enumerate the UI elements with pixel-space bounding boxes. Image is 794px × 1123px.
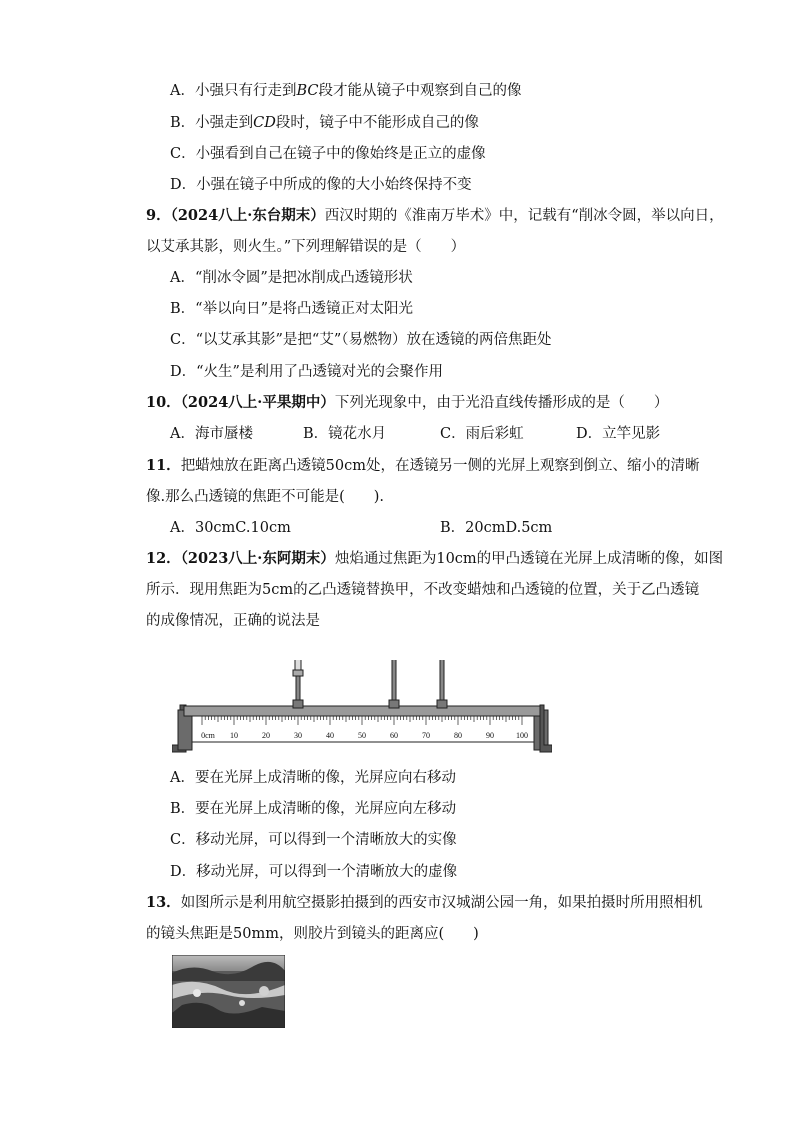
ruler-label: 40 <box>326 731 334 740</box>
aerial-photo <box>172 955 285 1028</box>
q11-option-a: A．30cmC.10cm <box>170 520 291 536</box>
q10-option-a: A．海市蜃楼 <box>170 426 253 442</box>
q9-option-b: B．“举以向日”是将凸透镜正对太阳光 <box>170 301 413 317</box>
ruler-label: 90 <box>486 731 494 740</box>
q8-option-b: B．小强走到CD段时，镜子中不能形成自己的像 <box>170 115 479 131</box>
q13-stem-line1: 13．如图所示是利用航空摄影拍摄到的西安市汉城湖公园一角，如果拍摄时所用照相机 <box>146 894 703 911</box>
ruler-label: 60 <box>390 731 398 740</box>
q10-option-c: C．雨后彩虹 <box>440 426 524 442</box>
q9-option-a: A．“削冰令圆”是把冰削成凸透镜形状 <box>170 270 413 286</box>
q13-number: 13． <box>146 894 181 911</box>
q10-stem: 10．（2024八上·平果期中）下列光现象中，由于光沿直线传播形成的是（ ） <box>146 394 669 411</box>
optical-bench-figure <box>172 660 552 760</box>
q12-option-a: A．要在光屏上成清晰的像，光屏应向右移动 <box>170 770 456 786</box>
ruler-label: 100 <box>516 731 528 740</box>
q8-option-d: D．小强在镜子中所成的像的大小始终保持不变 <box>170 177 472 193</box>
q9-stem-line2: 以艾承其影，则火生。”下列理解错误的是（ ） <box>146 239 466 255</box>
ruler-label: 20 <box>262 731 270 740</box>
ruler-label: 10 <box>230 731 238 740</box>
q12-option-d: D．移动光屏，可以得到一个清晰放大的虚像 <box>170 864 458 880</box>
ruler-label: 80 <box>454 731 462 740</box>
q9-stem-line1: 9．（2024八上·东台期末）西汉时期的《淮南万毕术》中，记载有“削冰令圆，举以向日， <box>146 207 724 224</box>
q9-source: （2024八上·东台期末） <box>170 207 325 224</box>
light-screen <box>432 660 458 708</box>
q9-number: 9． <box>146 207 171 224</box>
q9-option-d: D．“火生”是利用了凸透镜对光的会聚作用 <box>170 364 443 380</box>
q12-option-b: B．要在光屏上成清晰的像，光屏应向左移动 <box>170 801 457 817</box>
ruler-label: 30 <box>294 731 302 740</box>
q11-stem-line2: 像.那么凸透镜的焦距不可能是( ). <box>146 489 385 505</box>
q12-stem-line1: 12．（2023八上·东阿期末）烛焰通过焦距为10cm的甲凸透镜在光屏上成清晰的像，如图 <box>146 550 724 567</box>
q12-source: （2023八上·东阿期末） <box>180 550 335 567</box>
q12-option-c: C．移动光屏，可以得到一个清晰放大的实像 <box>170 832 457 848</box>
q10-number: 10． <box>146 394 181 411</box>
rail-top <box>184 706 540 716</box>
q8-option-c: C．小强看到自己在镜子中的像始终是正立的虚像 <box>170 146 486 162</box>
q11-stem-line1: 11．把蜡烛放在距离凸透镜50cm处，在透镜另一侧的光屏上观察到倒立、缩小的清晰 <box>146 457 700 474</box>
q13-stem-line2: 的镜头焦距是50mm，则胶片到镜头的距离应( ) <box>146 926 479 942</box>
q11-number: 11． <box>146 457 181 474</box>
q8-option-a: A．小强只有行走到BC段才能从镜子中观察到自己的像 <box>170 83 522 99</box>
ruler-label: 70 <box>422 731 430 740</box>
q9-option-c: C．“以艾承其影”是把“艾”（易燃物）放在透镜的两倍焦距处 <box>170 332 552 348</box>
q12-stem-line2: 所示．现用焦距为5cm的乙凸透镜替换甲，不改变蜡烛和凸透镜的位置，关于乙凸透镜 <box>146 582 700 598</box>
q10-option-b: B．镜花水月 <box>303 426 387 442</box>
candle <box>293 660 303 708</box>
q10-source: （2024八上·平果期中） <box>180 394 335 411</box>
convex-lens <box>388 660 400 708</box>
q12-number: 12． <box>146 550 181 567</box>
ruler-label: 50 <box>358 731 366 740</box>
q10-option-d: D．立竿见影 <box>576 426 661 442</box>
ruler-label: 0cm <box>201 731 215 740</box>
q12-stem-line3: 的成像情况，正确的说法是 <box>146 613 320 629</box>
q11-option-b: B．20cmD.5cm <box>440 520 553 536</box>
